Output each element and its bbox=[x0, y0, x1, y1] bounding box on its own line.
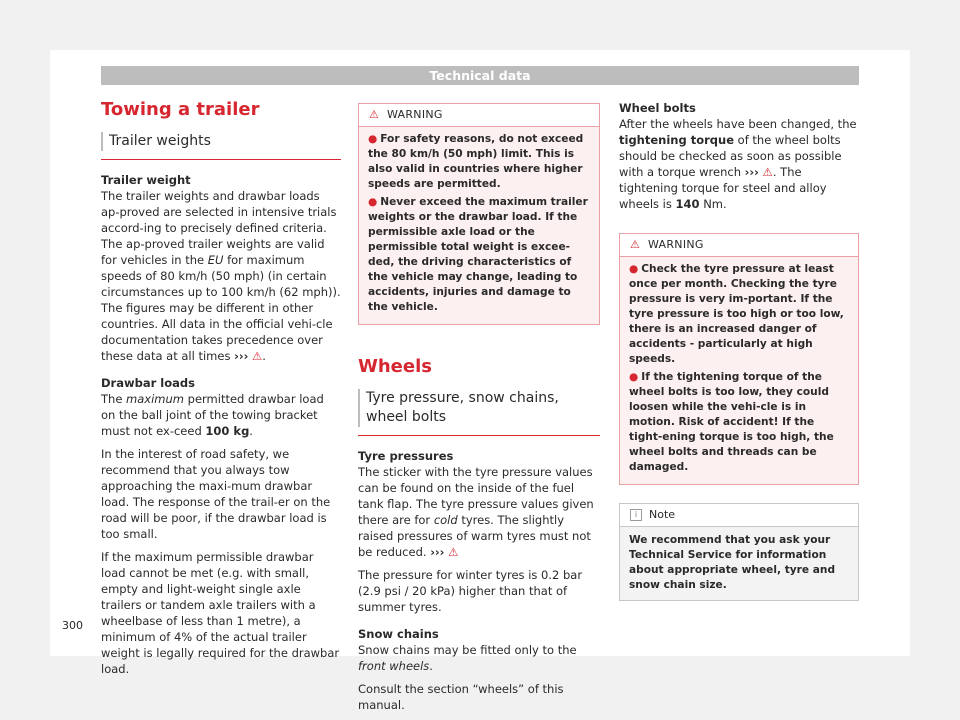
note-box bbox=[619, 503, 859, 601]
warning-header bbox=[359, 104, 599, 127]
warning-item: ● Never exceed the maximum trailer weights or the drawbar load. If the permissible axle load or the permissible total weight is excee-ded, the driving characteristics of the vehicle may change, leading to accidents, injuries and damage to the vehicle. bbox=[368, 196, 588, 313]
warning-item: ● Check the tyre pressure at least once per month. Checking the tyre pressure is very im-portant. If the tyre pressure is too high or too low, there is an increased danger of accidents - particularly at high speeds. bbox=[629, 263, 844, 365]
warning-triangle-icon: ⚠ bbox=[251, 349, 263, 363]
paragraph-snow-chains-2: Consult the section “wheels” of this manual. bbox=[358, 682, 564, 712]
bullet-icon: ● bbox=[629, 371, 639, 383]
warning-triangle-icon: ⚠ bbox=[762, 165, 773, 179]
paragraph-drawbar-1: The maximum permitted drawbar load on the ball joint of the towing bracket must not ex-ceed 100 kg. bbox=[101, 392, 324, 438]
paragraph-drawbar-3: If the maximum permissible drawbar load cannot be met (e.g. with small, empty and light-weight single axle trailers or tandem axle trailers with a wheelbase of less than 1 metre), a minimum of 4% of the actual trailer weight is legally required for the drawbar load. bbox=[101, 550, 340, 676]
paragraph-wheel-bolts: After the wheels have been changed, the tightening torque of the wheel bolts should be checked as soon as possible with a torque wrench ››› ⚠. The tightening torque for steel and alloy wheels is 140 Nm. bbox=[619, 117, 857, 211]
column-2 bbox=[358, 103, 600, 720]
warning-item: ● If the tightening torque of the wheel bolts is too low, they could loosen while the vehi-cle is in motion. Risk of accident! If the tight-ening torque is too high, the wheel bolts and threads can be damaged. bbox=[629, 371, 834, 473]
page-header: Technical data bbox=[101, 66, 859, 85]
heading-tyre-pressures: Tyre pressures bbox=[358, 449, 454, 463]
subsection-title-text: Tyre pressure, snow chains, wheel bolts bbox=[358, 389, 600, 427]
bullet-icon: ● bbox=[629, 263, 639, 275]
warning-label: WARNING bbox=[647, 238, 704, 251]
paragraph-tyre-pressures-2: The pressure for winter tyres is 0.2 bar (2.9 psi / 20 kPa) higher than that of summer tyres. bbox=[358, 568, 583, 614]
heading-snow-chains: Snow chains bbox=[358, 627, 439, 641]
page-number: 300 bbox=[62, 619, 83, 632]
bullet-icon: ● bbox=[368, 133, 378, 145]
note-text: We recommend that you ask your Technical Service for information about appropriate wheel, tyre and snow chain size. bbox=[629, 534, 836, 591]
cross-ref-arrow[interactable]: ››› bbox=[234, 349, 249, 363]
warning-body bbox=[620, 257, 858, 484]
section-title-wheels: Wheels bbox=[358, 356, 432, 377]
subsection-title-text: Trailer weights bbox=[101, 132, 341, 151]
column-3 bbox=[619, 100, 859, 601]
note-label: Note bbox=[649, 508, 676, 521]
warning-triangle-icon: ⚠ bbox=[369, 108, 380, 121]
warning-triangle-icon: ⚠ bbox=[448, 545, 459, 559]
paragraph-drawbar-2: In the interest of road safety, we recommend that you always tow approaching the maxi-mum drawbar load. The response of the trail-er on the road will be poor, if the drawbar load is too small. bbox=[101, 447, 331, 541]
paragraph-trailer-weight: The trailer weights and drawbar loads ap-proved are selected in intensive trials accord-ing to precisely defined criteria. The ap-proved trailer weights are valid for vehicles in the EU for maximum speeds of 80 km/h (50 mph) (in certain circumstances up to 100 km/h (62 mph)). The figures may be different in other countries. All data in the official vehi-cle documentation takes precedence over these data at all times ››› ⚠. bbox=[101, 189, 341, 363]
warning-triangle-icon: ⚠ bbox=[630, 238, 641, 251]
warning-body bbox=[359, 127, 599, 324]
paragraph-snow-chains-1: Snow chains may be fitted only to the front wheels. bbox=[358, 643, 577, 673]
warning-box-tyres bbox=[619, 233, 859, 485]
column-1 bbox=[101, 98, 341, 684]
cross-ref-arrow[interactable]: ››› bbox=[430, 545, 445, 559]
cross-ref-arrow[interactable]: ››› bbox=[744, 165, 759, 179]
subsection-title-trailer-weights bbox=[101, 132, 341, 160]
warning-header bbox=[620, 234, 858, 257]
warning-box-trailer bbox=[358, 103, 600, 325]
note-header bbox=[620, 504, 858, 527]
warning-item: ● For safety reasons, do not exceed the 80 km/h (50 mph) limit. This is also valid in countries where higher speeds are permitted. bbox=[368, 133, 584, 190]
heading-wheel-bolts: Wheel bolts bbox=[619, 101, 696, 115]
warning-label: WARNING bbox=[386, 108, 443, 121]
heading-trailer-weight: Trailer weight bbox=[101, 173, 191, 187]
bullet-icon: ● bbox=[368, 196, 378, 208]
section-title-towing: Towing a trailer bbox=[101, 99, 260, 120]
heading-drawbar-loads: Drawbar loads bbox=[101, 376, 195, 390]
subsection-title-tyre-pressure bbox=[358, 389, 600, 436]
paragraph-tyre-pressures-1: The sticker with the tyre pressure values can be found on the inside of the fuel tank flap. The tyre pressure values given there are for cold tyres. The slightly raised pressures of warm tyres must not be reduced. ››› ⚠ bbox=[358, 465, 594, 559]
info-icon: i bbox=[630, 509, 642, 521]
